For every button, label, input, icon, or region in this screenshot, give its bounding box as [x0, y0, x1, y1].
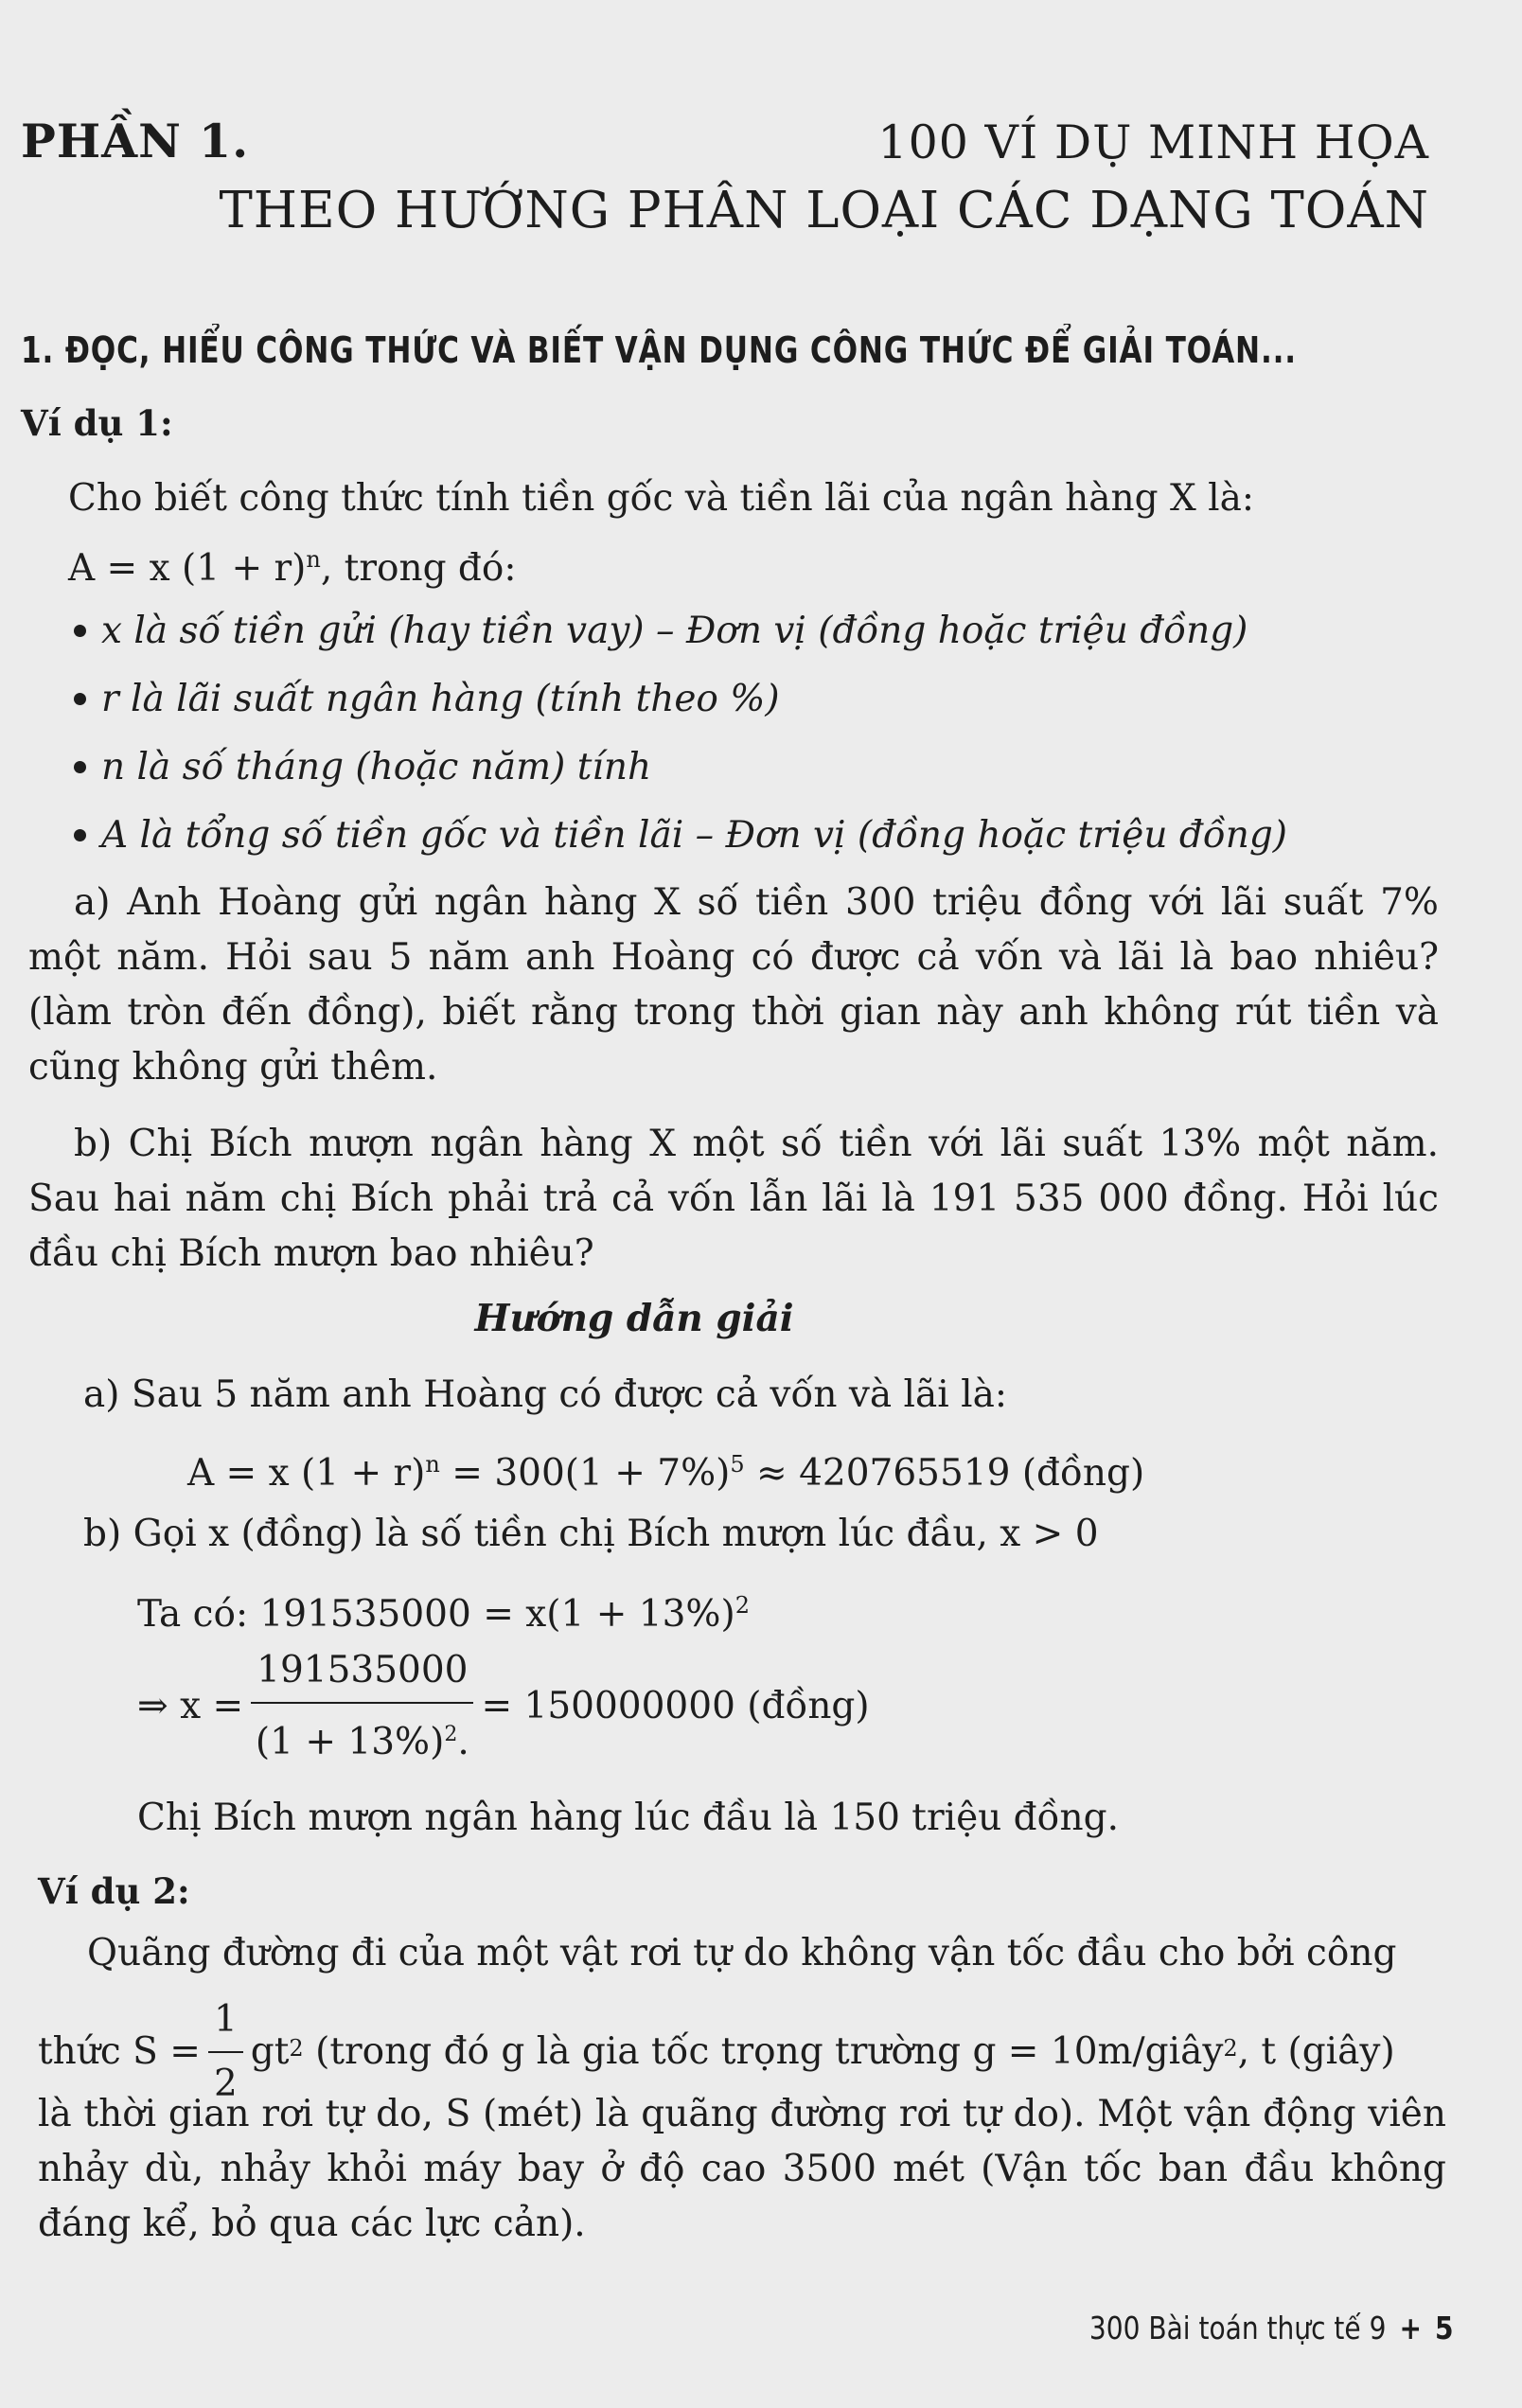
- part-title-line2: THEO HƯỚNG PHÂN LOẠI CÁC DẠNG TOÁN: [219, 182, 1429, 239]
- definitions-list: [74, 596, 1287, 869]
- part-label: PHẦN 1.: [21, 114, 250, 168]
- section-heading: 1. ĐỌC, HIỂU CÔNG THỨC VÀ BIẾT VẬN DỤNG CÔNG THỨC ĐỂ GIẢI TOÁN...: [21, 329, 1297, 371]
- example1-part-b: b) Chị Bích mượn ngân hàng X một số tiền với lãi suất 13% một năm. Sau hai năm chị Bích phải trả cả vốn lẫn lãi là 191 535 000 đồng. Hỏi lúc đầu chị Bích mượn bao nhiêu?: [28, 1123, 1439, 1275]
- example1-heading: Ví dụ 1:: [21, 402, 173, 444]
- page-footer: [1089, 2310, 1454, 2346]
- list-item: n là số tháng (hoặc năm) tính: [74, 733, 1287, 801]
- bullet-icon: [74, 829, 86, 841]
- bullet-icon: [74, 625, 86, 637]
- bullet-icon: [74, 761, 86, 773]
- plus-icon: +: [1399, 2310, 1423, 2346]
- part-title-line1: 100 VÍ DỤ MINH HỌA: [877, 115, 1429, 169]
- solution-b-equation: Ta có: $191535000 = x(1 + 13\%)^2$: [137, 1592, 750, 1636]
- solution-title: Hướng dẫn giải: [474, 1297, 794, 1340]
- book-title: 300 Bài toán thực tế 9: [1089, 2310, 1387, 2346]
- list-item: x là số tiền gửi (hay tiền vay) – Đơn vị (đồng hoặc triệu đồng): [74, 596, 1287, 664]
- bullet-icon: [74, 693, 86, 705]
- solution-b-conclusion: Chị Bích mượn ngân hàng lúc đầu là 150 triệu đồng.: [137, 1797, 1119, 1839]
- example2-rest: là thời gian rơi tự do, S (mét) là quãng đường rơi tự do). Một vận động viên nhảy dù, nhảy khỏi máy bay ở độ cao 3500 mét (Vận tốc ban đầu không đáng kể, bỏ qua các lực cản).: [38, 2093, 1446, 2245]
- formula-exponent: n: [306, 546, 321, 573]
- example2-heading: Ví dụ 2:: [38, 1870, 190, 1912]
- example2-line1: Quãng đường đi của một vật rơi tự do không vận tốc đầu cho bởi công: [87, 1932, 1397, 1974]
- solution-b-fraction-line: ⇒ x = $\frac{191535000}{(1 + 13\%)^2.}$ = 150000000 (đồng): [137, 1643, 870, 1770]
- formula-tail: , trong đó:: [320, 547, 517, 590]
- fraction: $\frac{191535000}{(1 + 13\%)^2.}$: [251, 1643, 473, 1770]
- solution-b-text: b) Gọi x (đồng) là số tiền chị Bích mượn lúc đầu, x > 0: [83, 1513, 1099, 1555]
- list-item: r là lãi suất ngân hàng (tính theo %): [74, 664, 1287, 733]
- fraction: $\frac{1}{2}$: [208, 1992, 243, 2112]
- example1-formula: [68, 532, 517, 596]
- formula-main: A = x (1 + r): [68, 547, 307, 590]
- example1-intro: Cho biết công thức tính tiền gốc và tiền lãi của ngân hàng X là:: [68, 477, 1255, 520]
- example1-part-a: a) Anh Hoàng gửi ngân hàng X số tiền 300 triệu đồng với lãi suất 7% một năm. Hỏi sau 5 năm anh Hoàng có được cả vốn và lãi là bao nhiêu? (làm tròn đến đồng), biết rằng trong thời gian này anh không rút tiền và cũng không gửi thêm.: [28, 881, 1439, 1089]
- example2-formula-line: thức S = $\frac{1}{2}$ gt 2 (trong đó g là gia tốc trọng trường g = 10m/giây 2 , t (giây): [38, 1992, 1395, 2112]
- page-number: 5: [1435, 2310, 1454, 2346]
- solution-a-text: a) Sau 5 năm anh Hoàng có được cả vốn và lãi là:: [83, 1373, 1007, 1416]
- list-item: A là tổng số tiền gốc và tiền lãi – Đơn vị (đồng hoặc triệu đồng): [74, 801, 1287, 869]
- solution-a-formula: A = x $(1 + r)^n = 300(1 + 7\%)^5 \approx 420765519$ (đồng): [187, 1451, 1145, 1495]
